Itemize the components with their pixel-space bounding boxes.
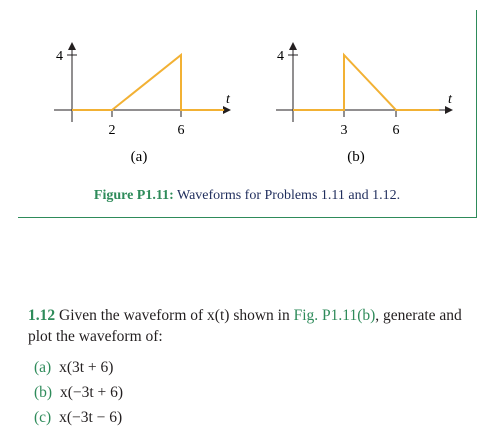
part-c: [34, 405, 123, 430]
panel-a-label: (a): [130, 149, 148, 165]
panel-b-y-tick-label: 4: [277, 49, 284, 64]
panel-b-x-tick-label-2: 6: [392, 123, 400, 138]
figure-box: [18, 10, 477, 218]
part-b-label: (b): [34, 384, 53, 401]
problem-parts: [34, 355, 123, 430]
panel-a-waveform: [72, 55, 224, 110]
part-c-label: (c): [34, 409, 52, 426]
caption-text: Waveforms for Problems 1.11 and 1.12.: [173, 188, 401, 203]
panel-a-axis-var: t: [226, 92, 230, 107]
problem-statement: [28, 305, 483, 347]
part-b-expr: x(−3t + 6): [59, 384, 124, 401]
panel-a-x-tick-label-1: 2: [108, 123, 116, 138]
panel-b-axis-var: t: [448, 92, 452, 107]
panel-b-label: (b): [347, 149, 365, 165]
panel-b: [276, 43, 453, 165]
part-c-expr: x(−3t − 6): [59, 409, 123, 426]
problem-text-after: , generate and plot the waveform of:: [28, 307, 462, 345]
part-b: [34, 380, 123, 405]
figure-reference-link[interactable]: Fig. P1.11(b): [293, 307, 376, 324]
panel-a-y-tick-label: 4: [56, 49, 63, 64]
problem-number: 1.12: [28, 307, 56, 324]
caption-label: Figure P1.11:: [93, 188, 174, 203]
panel-b-waveform: [293, 55, 439, 110]
panel-b-x-tick-label-1: 3: [340, 123, 348, 138]
part-a-label: (a): [34, 359, 52, 376]
part-a-expr: x(3t + 6): [59, 359, 114, 376]
panel-a-x-tick-label-2: 6: [177, 123, 185, 138]
part-a: [34, 355, 123, 380]
figure-caption: [18, 188, 476, 204]
problem-text-before: Given the waveform of x(t) shown in: [55, 307, 294, 324]
waveform-figure: [18, 10, 476, 185]
panel-a: [54, 43, 231, 165]
